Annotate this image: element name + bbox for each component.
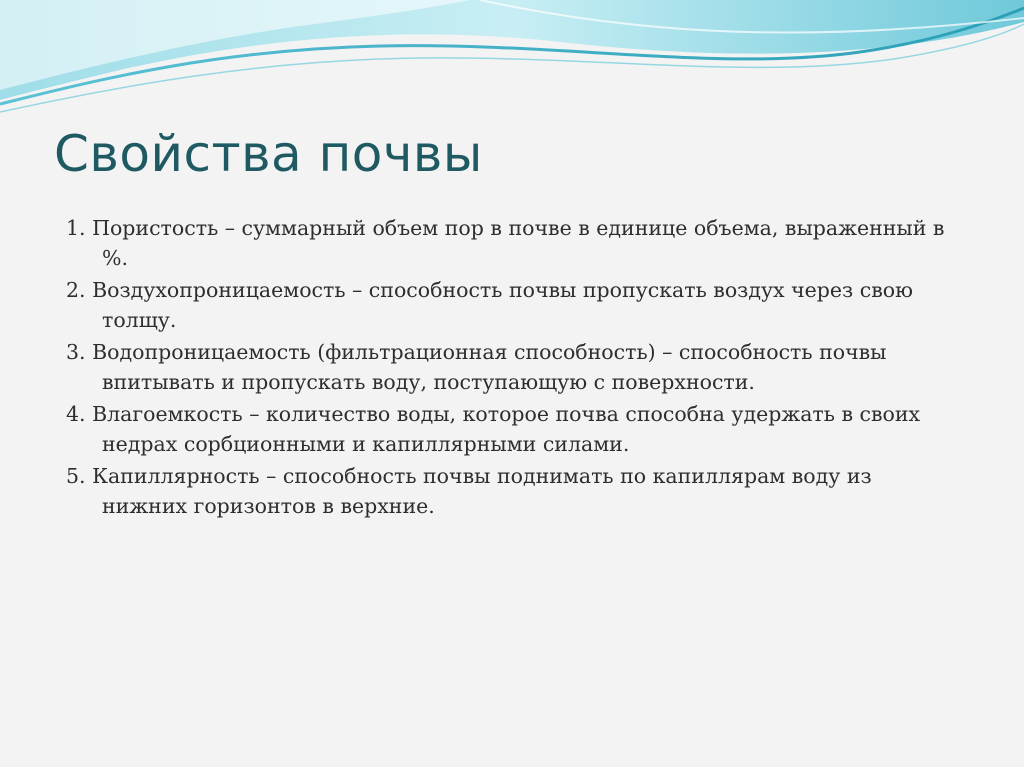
list-item: 3. Водопроницаемость (фильтрационная способность) – способность почвы впитывать и пропускать воду, поступающую с поверхности. bbox=[66, 340, 887, 394]
properties-list bbox=[66, 213, 946, 523]
list-item: 5. Капиллярность – способность почвы поднимать по капиллярам воду из нижних горизонтов в верхние. bbox=[66, 464, 872, 518]
list-item: 4. Влагоемкость – количество воды, которое почва способна удержать в своих недрах сорбционными и капиллярными силами. bbox=[66, 402, 921, 456]
list-item: 1. Пористость – суммарный объем пор в почве в единице объема, выраженный в %. bbox=[66, 216, 945, 270]
header-wave-decoration bbox=[0, 0, 1024, 120]
slide-title: Свойства почвы bbox=[54, 125, 483, 183]
list-item: 2. Воздухопроницаемость – способность почвы пропускать воздух через свою толщу. bbox=[66, 278, 913, 332]
